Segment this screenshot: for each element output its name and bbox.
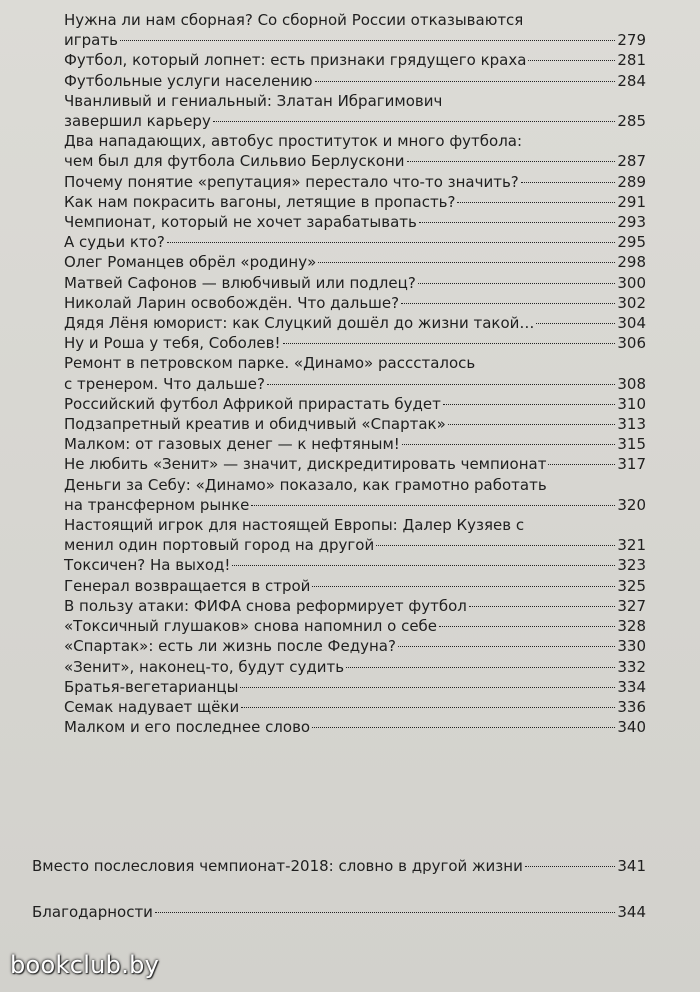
table-of-contents — [64, 10, 646, 737]
dot-leader — [241, 707, 615, 708]
toc-page-number: 323 — [617, 556, 646, 575]
toc-page-number: 279 — [617, 31, 646, 50]
toc-entry-title: Футбол, который лопнет: есть признаки грядущего краха — [64, 51, 527, 70]
toc-page-number: 289 — [617, 172, 646, 191]
dot-leader — [536, 323, 615, 324]
toc-entry — [64, 515, 646, 555]
toc-entry-title: чем был для футбола Сильвио Берлускони — [64, 152, 405, 171]
dot-leader — [419, 222, 616, 223]
toc-entry-title: Футбольные услуги населению — [64, 71, 313, 90]
toc-entry-title-line: Нужна ли нам сборная? Со сборной России отказываются — [64, 11, 524, 29]
toc-entry — [64, 616, 646, 636]
toc-entry — [64, 293, 646, 313]
toc-entry-title: Олег Романцев обрёл «родину» — [64, 253, 317, 272]
toc-entry-title: Генерал возвращается в строй — [64, 576, 311, 595]
toc-entry-title: А судьи кто? — [64, 233, 165, 252]
toc-page-number: 287 — [617, 152, 646, 171]
toc-entry — [64, 212, 646, 232]
toc-page-number: 340 — [617, 718, 646, 737]
toc-page-number: 306 — [617, 334, 646, 353]
toc-page-number: 304 — [617, 314, 646, 333]
toc-entry-title-line: Настоящий игрок для настоящей Европы: Далер Кузяев с — [64, 516, 525, 535]
toc-entry-title: играть — [64, 31, 118, 50]
dot-leader — [312, 727, 615, 728]
toc-entry — [64, 333, 646, 353]
toc-entry — [64, 91, 646, 131]
toc-entry — [64, 394, 646, 414]
toc-page-number: 332 — [617, 657, 646, 676]
dot-leader — [525, 866, 616, 867]
toc-entry — [64, 50, 646, 70]
toc-entry-title: В пользу атаки: ФИФА снова реформирует футбол — [64, 596, 467, 615]
toc-entry-title: Братья-вегетарианцы — [64, 677, 239, 696]
toc-entry-title: Семак надувает щёки — [64, 697, 240, 716]
dot-leader — [240, 687, 615, 688]
toc-entry-title-line: Чванливый и гениальный: Златан Ибрагимович — [64, 91, 443, 110]
toc-entry-title: завершил карьеру — [64, 112, 211, 131]
toc-page-number: 317 — [617, 455, 646, 474]
dot-leader — [443, 404, 615, 405]
toc-entry-title-line: Два нападающих, автобус проституток и много футбола: — [64, 132, 523, 151]
toc-entry — [64, 475, 646, 515]
dot-leader — [402, 444, 616, 445]
toc-entry-title: Дядя Лёня юморист: как Слуцкий дошёл до жизни такой… — [64, 314, 535, 333]
toc-page-number: 341 — [617, 857, 646, 875]
toc-entry-title-line: Ремонт в петровском парке. «Динамо» расссталось — [64, 354, 476, 373]
toc-page-number: 293 — [617, 213, 646, 232]
dot-leader — [267, 384, 615, 385]
toc-entry — [64, 454, 646, 474]
dot-leader — [120, 40, 615, 41]
toc-entry — [64, 192, 646, 212]
toc-page-number: 281 — [617, 51, 646, 70]
toc-entry-title: на трансферном рынке — [64, 495, 250, 514]
toc-entry-title: Малком и его последнее слово — [64, 718, 311, 737]
toc-entry — [64, 717, 646, 737]
toc-entry-title: Николай Ларин освобождён. Что дальше? — [64, 293, 400, 312]
toc-entry — [64, 636, 646, 656]
toc-entry — [64, 71, 646, 91]
toc-entry — [64, 313, 646, 333]
toc-entry — [64, 596, 646, 616]
toc-entry-title-line: Деньги за Себу: «Динамо» показало, как грамотно работать — [64, 475, 547, 494]
toc-entry-title: Российский футбол Африкой прирастать будет — [64, 394, 441, 413]
toc-page-number: 291 — [617, 192, 646, 211]
toc-entry — [64, 172, 646, 192]
toc-page-number: 344 — [617, 903, 646, 921]
dot-leader — [418, 283, 616, 284]
toc-entry-title: Ну и Роша у тебя, Соболев! — [64, 334, 281, 353]
dot-leader — [213, 121, 616, 122]
toc-page-number: 334 — [617, 677, 646, 696]
toc-entry-title: менил один портовый город на другой — [64, 536, 375, 555]
toc-entry — [64, 414, 646, 434]
toc-entry — [64, 657, 646, 677]
dot-leader — [155, 912, 615, 913]
toc-entry-title: «Спартак»: есть ли жизнь после Федуна? — [64, 637, 396, 656]
dot-leader — [401, 303, 615, 304]
toc-entry — [64, 252, 646, 272]
toc-entry-thanks — [32, 902, 646, 922]
toc-entry — [64, 10, 646, 50]
toc-entry — [64, 576, 646, 596]
toc-entry — [64, 232, 646, 252]
toc-page-number: 328 — [617, 617, 646, 636]
dot-leader — [469, 606, 615, 607]
dot-leader — [521, 182, 616, 183]
toc-entry-title: Токсичен? На выход! — [64, 556, 231, 575]
toc-entry-title: Не любить «Зенит» — значит, дискредитировать чемпионат — [64, 455, 547, 474]
toc-entry — [64, 555, 646, 575]
dot-leader — [548, 464, 615, 465]
toc-entry-title: Вместо послесловия чемпионат-2018: словно в другой жизни — [32, 857, 523, 875]
toc-page-number: 325 — [617, 576, 646, 595]
toc-entry — [64, 434, 646, 454]
toc-page-number: 321 — [617, 536, 646, 555]
toc-page-number: 285 — [617, 112, 646, 131]
toc-entry-title: с тренером. Что дальше? — [64, 374, 265, 393]
dot-leader — [376, 545, 615, 546]
dot-leader — [439, 626, 615, 627]
dot-leader — [283, 343, 616, 344]
dot-leader — [407, 161, 616, 162]
dot-leader — [315, 81, 616, 82]
toc-page-number: 330 — [617, 637, 646, 656]
toc-entry-title: Малком: от газовых денег — к нефтяным! — [64, 435, 400, 454]
dot-leader — [398, 646, 615, 647]
toc-entry-title: Благодарности — [32, 903, 153, 921]
toc-page-number: 313 — [617, 415, 646, 434]
toc-page-number: 320 — [617, 495, 646, 514]
toc-page-number: 327 — [617, 596, 646, 615]
toc-page-number: 302 — [617, 293, 646, 312]
toc-entry-title: Подзапретный креатив и обидчивый «Спартак» — [64, 415, 446, 434]
dot-leader — [251, 505, 615, 506]
dot-leader — [448, 424, 616, 425]
toc-entry-title: Матвей Сафонов — влюбчивый или подлец? — [64, 273, 416, 292]
dot-leader — [318, 262, 615, 263]
toc-page-number: 295 — [617, 233, 646, 252]
dot-leader — [457, 202, 615, 203]
toc-entry — [64, 131, 646, 171]
dot-leader — [312, 586, 615, 587]
toc-entry — [64, 697, 646, 717]
toc-entry-title: Как нам покрасить вагоны, летящие в пропасть? — [64, 192, 456, 211]
toc-page-number: 336 — [617, 697, 646, 716]
dot-leader — [346, 667, 615, 668]
toc-page-number: 300 — [617, 273, 646, 292]
toc-entry-title: Чемпионат, который не хочет зарабатывать — [64, 213, 417, 232]
toc-entry-title: «Токсичный глушаков» снова напомнил о себе — [64, 617, 438, 636]
dot-leader — [167, 242, 616, 243]
watermark-logo: bookclub.by — [10, 951, 160, 979]
toc-entry-title: Почему понятие «репутация» перестало что-то значить? — [64, 172, 519, 191]
toc-page-number: 284 — [617, 71, 646, 90]
toc-page-number: 308 — [617, 374, 646, 393]
toc-entry — [64, 677, 646, 697]
toc-page-number: 315 — [617, 435, 646, 454]
toc-page-number: 310 — [617, 394, 646, 413]
dot-leader — [232, 565, 615, 566]
toc-entry-afterword — [32, 856, 646, 876]
toc-entry-title: «Зенит», наконец-то, будут судить — [64, 657, 345, 676]
toc-entry — [64, 273, 646, 293]
toc-page-number: 298 — [617, 253, 646, 272]
dot-leader — [528, 60, 615, 61]
toc-entry — [64, 353, 646, 393]
